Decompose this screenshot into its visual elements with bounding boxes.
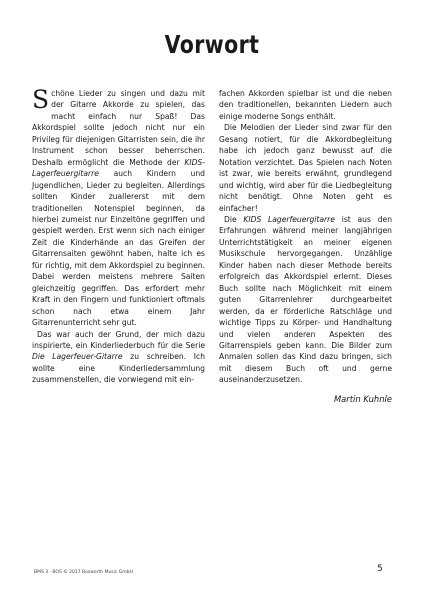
dropcap: S <box>32 85 50 114</box>
body-columns <box>32 85 393 405</box>
book-title: KIDS-Lagerfeuergitarre <box>32 157 205 179</box>
paragraph-text: Das war auch der Grund, der mich dazu inspirierte, ein Kinderliederbuch für die Serie <box>32 329 205 350</box>
book-title: KIDS Lagerfeuergitarre <box>243 214 335 224</box>
paragraph-text: chöne Lieder zu singen und dazu mit der Gitarre Akkorde zu spielen, das macht einfach nur Spaß! Das Akkordspiel sollte jedoch nicht nur ein Privileg für diejenigen Gitarristen sein, die ihr Instrument schon besser beherrschen. Deshalb ermöglicht die Methode der <box>32 89 205 167</box>
paragraph <box>32 85 205 329</box>
paragraph <box>219 214 392 386</box>
page-title: Vorwort <box>164 30 260 59</box>
page-number: 5 <box>377 564 383 574</box>
left-column <box>32 85 206 405</box>
paragraph-text: zu schreiben. Ich wollte eine Kinderliedersammlung zusammenstellen, die vorwiegend mit ein- <box>32 352 206 385</box>
paragraph <box>32 329 205 386</box>
paragraph: Die Melodien der Lieder sind zwar für den Gesang notiert, für die Akkordbegleitung habe ich jedoch ganz bewusst auf die Notation verzichtet. Das Spielen nach Noten ist zwar, wie bereits erwähnt, grundlegend und wichtig, wird aber für die Liedbegleitung nicht benötigt. Ohne Noten geht es einfacher! <box>219 123 392 213</box>
paragraph-text: ist aus den Erfahrungen während meiner langjährigen Unterrichtstätigkeit an meiner eigenen Musikschule hervorgegangen. Unzählige Kinder haben nach dieser Methode bereits erfolgreich das Akkordspiel erlernt. Dieses Buch sollte nach Möglichkeit mit einem guten Gitarrenlehrer durchgearbeitet werden, da er förderliche Ratschläge und wichtige Tipps zu Körper- und Handhaltung und vielen anderen Aspekten des Gitarrenspiels geben kann. Die Bilder zum Anmalen sollen das Kind dazu bringen, sich mit diesem Buch oft und gerne auseinanderzusetzen. <box>219 214 393 385</box>
paragraph-text: Die <box>224 214 244 224</box>
series-title: Die Lagerfeuer-Gitarre <box>32 352 123 362</box>
footer-code: BMS 3 · BOS © 2017 Bosworth Music GmbH <box>34 570 133 575</box>
right-column <box>219 88 392 405</box>
author-signature: Martin Kuhnle <box>333 393 392 404</box>
paragraph: fachen Akkorden spielbar ist und die neben den traditionellen, bekannten Liedern auch einige moderne Songs enthält. <box>219 89 392 121</box>
paragraph-text: auch Kindern und Jugendlichen, Lieder zu begleiten. Allerdings sollten Kinder zuallererst mit dem traditionellen Notenspiel beginnen, da hierbei zumeist nur Einzeltöne gegriffen und gespielt werden. Erst wenn sich nach einiger Zeit die Kinderhände an das Greifen der Gitarrensaiten gewöhnt haben, halte ich es für richtig, mit dem Akkordspiel zu beginnen. Dabei werden meistens mehrere Saiten gleichzeitig gegriffen. Das erfordert mehr Kraft in den Fingern und funktioniert oftmals schon nach etwa einem Jahr Gitarrenunterricht sehr gut. <box>32 169 205 328</box>
